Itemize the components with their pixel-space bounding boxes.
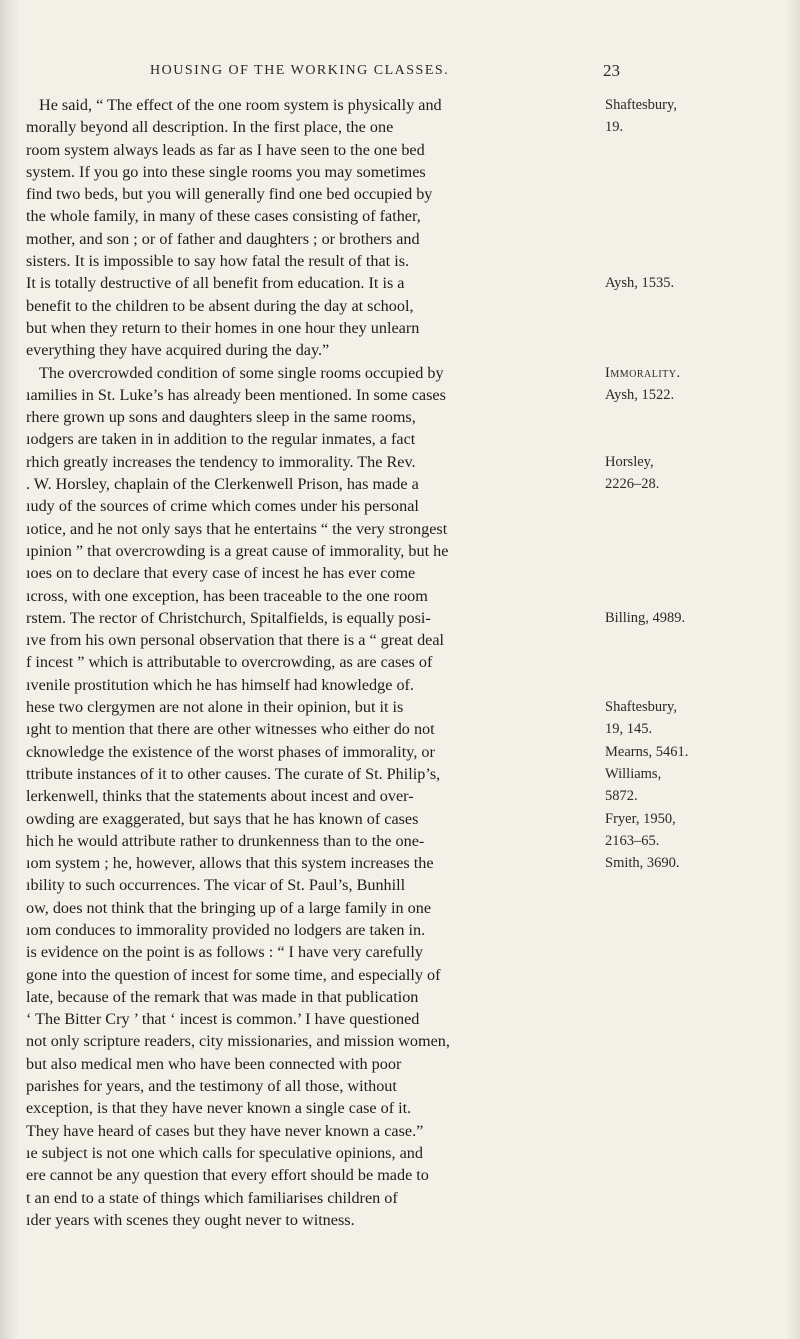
text-line: gone into the question of incest for some time, and especially of <box>26 965 441 984</box>
text-line: He said, “ The effect of the one room system is physically and <box>39 96 442 114</box>
text-line: hese two clergymen are not alone in their opinion, but it is <box>26 698 404 717</box>
text-line: but also medical men who have been connected with poor <box>26 1054 402 1073</box>
text-line: mother, and son ; or of father and daughters ; or brothers and <box>26 229 420 248</box>
text-line: ıve from his own personal observation that there is a “ great deal <box>26 631 445 650</box>
text-line: ıpinion ” that overcrowding is a great cause of immorality, but he <box>26 541 449 560</box>
page-number: 23 <box>603 61 620 80</box>
margin-note: Aysh, 1535. <box>605 275 675 292</box>
text-line: ıe subject is not one which calls for speculative opinions, and <box>26 1143 423 1162</box>
text-line: hich he would attribute rather to drunkenness than to the one- <box>26 831 425 850</box>
text-line: rhich greatly increases the tendency to immorality. The Rev. <box>26 452 416 471</box>
margin-note: 19, 145. <box>605 721 653 738</box>
text-line: the whole family, in many of these cases consisting of father, <box>26 207 421 226</box>
margin-note: Billing, 4989. <box>605 609 686 626</box>
page-edge-shadow <box>786 0 800 1339</box>
margin-note: Williams, <box>605 766 662 782</box>
text-line: lerkenwell, thinks that the statements about incest and over- <box>26 787 414 806</box>
margin-note: Shaftesbury, <box>605 699 677 716</box>
text-line: ıoes on to declare that every case of incest he has ever come <box>26 564 416 583</box>
text-line: They have heard of cases but they have never known a case.” <box>26 1121 424 1140</box>
margin-note: Smith, 3690. <box>605 855 680 872</box>
text-line: ıamilies in St. Luke’s has already been mentioned. In some cases <box>26 385 446 404</box>
text-line: morally beyond all description. In the first place, the one <box>26 118 394 137</box>
margin-note: Mearns, 5461. <box>605 743 689 760</box>
text-line: ıder years with scenes they ought never to witness. <box>26 1210 355 1229</box>
text-line: ttribute instances of it to other causes. The curate of St. Philip’s, <box>26 764 441 783</box>
text-line: It is totally destructive of all benefit from education. It is a <box>26 274 405 293</box>
text-line: ıvenile prostitution which he has himself had knowledge of. <box>26 675 414 694</box>
text-line: ‘ The Bitter Cry ’ that ‘ incest is common.’ I have questioned <box>26 1010 420 1029</box>
text-line: ıom system ; he, however, allows that this system increases the <box>26 854 434 873</box>
margin-note: 5872. <box>605 788 638 805</box>
page-binding-shadow <box>0 0 20 1339</box>
margin-note: 2226–28. <box>605 476 660 493</box>
text-line: ıodgers are taken in in addition to the regular inmates, a fact <box>26 430 416 449</box>
margin-note: Immorality. <box>605 364 681 381</box>
text-line: owding are exaggerated, but says that he has known of cases <box>26 809 419 828</box>
text-line: ıudy of the sources of crime which comes under his personal <box>26 497 419 516</box>
text-line: find two beds, but you will generally find one bed occupied by <box>26 185 433 204</box>
margin-note: Fryer, 1950, <box>605 810 676 827</box>
running-title: HOUSING OF THE WORKING CLASSES. <box>150 63 450 78</box>
text-line: is evidence on the point is as follows : “ I have very carefully <box>26 943 423 962</box>
text-line: cknowledge the existence of the worst phases of immorality, or <box>26 742 435 761</box>
text-line: room system always leads as far as I have seen to the one bed <box>26 140 425 159</box>
text-line: sisters. It is impossible to say how fatal the result of that is. <box>26 252 410 271</box>
text-line: ow, does not think that the bringing up of a large family in one <box>26 898 432 917</box>
margin-note: Aysh, 1522. <box>605 386 675 403</box>
text-line: system. If you go into these single rooms you may sometimes <box>26 162 426 181</box>
text-line: . W. Horsley, chaplain of the Clerkenwell Prison, has made a <box>26 475 419 494</box>
text-line: f incest ” which is attributable to overcrowding, as are cases of <box>26 653 433 672</box>
text-line: ıght to mention that there are other witnesses who either do not <box>26 720 435 739</box>
text-line: ıom conduces to immorality provided no lodgers are taken in. <box>26 920 426 939</box>
text-line: The overcrowded condition of some single rooms occupied by <box>39 363 444 382</box>
text-line: everything they have acquired during the day.” <box>26 341 330 360</box>
text-line: ıcross, with one exception, has been traceable to the one room <box>26 586 428 605</box>
text-line: t an end to a state of things which familiarises children of <box>26 1188 398 1207</box>
text-line: benefit to the children to be absent during the day at school, <box>26 296 414 315</box>
margin-note: Horsley, <box>605 453 654 470</box>
text-line: parishes for years, and the testimony of all those, without <box>26 1077 397 1096</box>
text-line: rhere grown up sons and daughters sleep in the same rooms, <box>26 408 416 427</box>
text-line: ıotice, and he not only says that he entertains “ the very strongest <box>26 519 448 538</box>
body-text <box>26 94 616 1231</box>
margin-note: 19. <box>605 119 624 136</box>
text-line: late, because of the remark that was made in that publication <box>26 987 419 1006</box>
text-line: but when they return to their homes in one hour they unlearn <box>26 318 420 337</box>
text-line: not only scripture readers, city missionaries, and mission women, <box>26 1032 450 1051</box>
text-line: ıbility to such occurrences. The vicar of St. Paul’s, Bunhill <box>26 876 406 895</box>
text-line: ere cannot be any question that every effort should be made to <box>26 1166 429 1185</box>
text-line: exception, is that they have never known a single case of it. <box>26 1099 412 1118</box>
margin-note: 2163–65. <box>605 832 660 849</box>
text-line: rstem. The rector of Christchurch, Spitalfields, is equally posi- <box>26 608 431 627</box>
margin-note: Shaftesbury, <box>605 97 677 113</box>
